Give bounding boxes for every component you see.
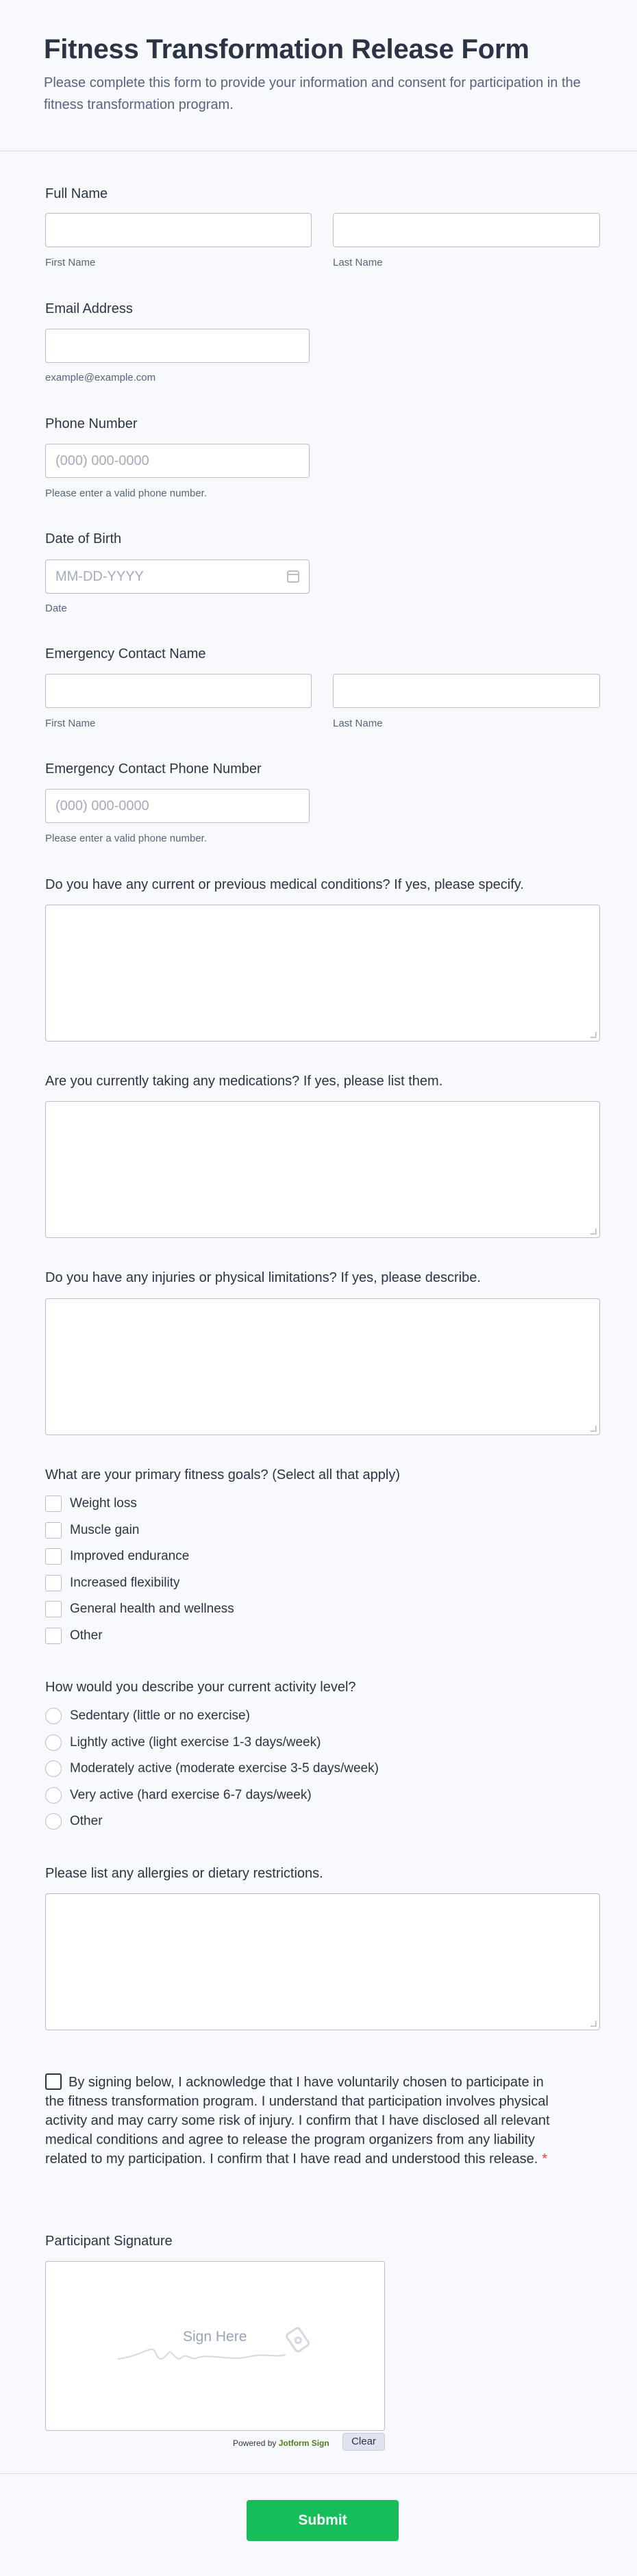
checkbox[interactable] [45, 1628, 62, 1644]
emergency-phone-input[interactable] [45, 789, 310, 823]
consent-text: By signing below, I acknowledge that I have voluntarily chosen to participate in the fitness transformation program. I understand that participation involves physical activity and may carry some risk of injury. I confirm that I have disclosed all relevant medical conditions and agree to release the program organizers from any liability related to my participation. I confirm that I have read and understood this release. [45, 2075, 550, 2167]
resize-grip-icon[interactable] [590, 1032, 597, 1038]
goal-option[interactable] [45, 1627, 103, 1645]
medications-textarea[interactable] [45, 1101, 600, 1238]
emergency-phone-placeholder: (000) 000-0000 [55, 798, 149, 813]
form-header [0, 0, 637, 151]
goal-option[interactable] [45, 1495, 137, 1513]
goal-option-label: Increased flexibility [70, 1576, 180, 1590]
powered-by [233, 2438, 329, 2448]
consent-checkbox-group[interactable] [45, 2073, 552, 2169]
injuries-label: Do you have any injuries or physical limitations? If yes, please describe. [45, 1270, 481, 1285]
activity-option-label: Very active (hard exercise 6-7 days/week) [70, 1788, 312, 1802]
activity-label: How would you describe your current activity level? [45, 1680, 356, 1695]
resize-grip-icon[interactable] [590, 1228, 597, 1235]
phone-sublabel: Please enter a valid phone number. [45, 488, 207, 499]
phone-input[interactable] [45, 444, 310, 478]
last-name-sublabel: Last Name [333, 257, 383, 268]
emergency-last-name-sublabel: Last Name [333, 718, 383, 729]
goal-option[interactable] [45, 1574, 180, 1592]
injuries-textarea[interactable] [45, 1298, 600, 1435]
allergies-label: Please list any allergies or dietary restrictions. [45, 1866, 323, 1881]
full-name-label: Full Name [45, 186, 108, 201]
phone-label: Phone Number [45, 416, 138, 431]
email-input[interactable] [45, 329, 310, 363]
emergency-name-label: Emergency Contact Name [45, 646, 206, 661]
activity-option[interactable] [45, 1813, 103, 1830]
emergency-first-name-input[interactable] [45, 674, 312, 708]
goal-option[interactable] [45, 1521, 139, 1539]
radio-button[interactable] [45, 1708, 62, 1724]
activity-option-label: Lightly active (light exercise 1-3 days/week) [70, 1735, 321, 1750]
medications-label: Are you currently taking any medications? If yes, please list them. [45, 1074, 443, 1089]
clear-signature-button[interactable]: Clear [342, 2433, 385, 2451]
activity-option-label: Moderately active (moderate exercise 3-5 days/week) [70, 1761, 379, 1776]
phone-placeholder: (000) 000-0000 [55, 453, 149, 468]
activity-option[interactable] [45, 1734, 321, 1752]
jotform-sign-brand[interactable]: Jotform Sign [278, 2438, 329, 2448]
checkbox[interactable] [45, 1522, 62, 1539]
consent-checkbox[interactable] [45, 2073, 62, 2090]
first-name-sublabel: First Name [45, 257, 96, 268]
email-label: Email Address [45, 301, 133, 316]
medical-textarea[interactable] [45, 905, 600, 1041]
resize-grip-icon[interactable] [590, 1426, 597, 1432]
goals-label: What are your primary fitness goals? (Select all that apply) [45, 1467, 400, 1482]
medical-label: Do you have any current or previous medical conditions? If yes, please specify. [45, 877, 524, 892]
goal-option-label: Improved endurance [70, 1549, 190, 1563]
sign-here-placeholder: Sign Here [183, 2329, 247, 2345]
radio-button[interactable] [45, 1787, 62, 1804]
radio-button[interactable] [45, 1813, 62, 1830]
emergency-phone-sublabel: Please enter a valid phone number. [45, 833, 207, 844]
form-footer [0, 2473, 637, 2576]
emergency-phone-label: Emergency Contact Phone Number [45, 761, 262, 776]
activity-option[interactable] [45, 1786, 312, 1804]
activity-option-label: Sedentary (little or no exercise) [70, 1708, 250, 1723]
form-description: Please complete this form to provide your information and consent for participation in the fitness transformation program. [44, 75, 581, 112]
goal-option-label: General health and wellness [70, 1602, 234, 1616]
last-name-input[interactable] [333, 213, 600, 247]
allergies-textarea[interactable] [45, 1893, 600, 2030]
goal-option-label: Weight loss [70, 1496, 137, 1511]
form-title: Fitness Transformation Release Form [44, 34, 529, 64]
emergency-first-name-sublabel: First Name [45, 718, 96, 729]
activity-option[interactable] [45, 1760, 379, 1778]
checkbox[interactable] [45, 1495, 62, 1512]
checkbox[interactable] [45, 1601, 62, 1617]
powered-prefix: Powered by [233, 2438, 277, 2448]
required-mark: * [542, 2151, 548, 2167]
goal-option-label: Other [70, 1628, 103, 1643]
signature-pad[interactable] [45, 2261, 385, 2431]
signature-label: Participant Signature [45, 2234, 173, 2249]
checkbox[interactable] [45, 1548, 62, 1565]
dob-input[interactable] [45, 559, 310, 594]
resize-grip-icon[interactable] [590, 2021, 597, 2027]
activity-option-label: Other [70, 1814, 103, 1828]
checkbox[interactable] [45, 1575, 62, 1591]
goal-option[interactable] [45, 1600, 234, 1618]
dob-label: Date of Birth [45, 531, 122, 546]
goal-option[interactable] [45, 1548, 189, 1565]
dob-placeholder: MM-DD-YYYY [55, 569, 144, 584]
calendar-icon[interactable] [287, 570, 299, 583]
radio-button[interactable] [45, 1760, 62, 1777]
first-name-input[interactable] [45, 213, 312, 247]
dob-sublabel: Date [45, 603, 67, 614]
radio-button[interactable] [45, 1734, 62, 1751]
submit-button[interactable]: Submit [247, 2500, 399, 2541]
email-sublabel: example@example.com [45, 372, 156, 383]
goal-option-label: Muscle gain [70, 1523, 140, 1537]
activity-option[interactable] [45, 1707, 250, 1725]
emergency-last-name-input[interactable] [333, 674, 600, 708]
